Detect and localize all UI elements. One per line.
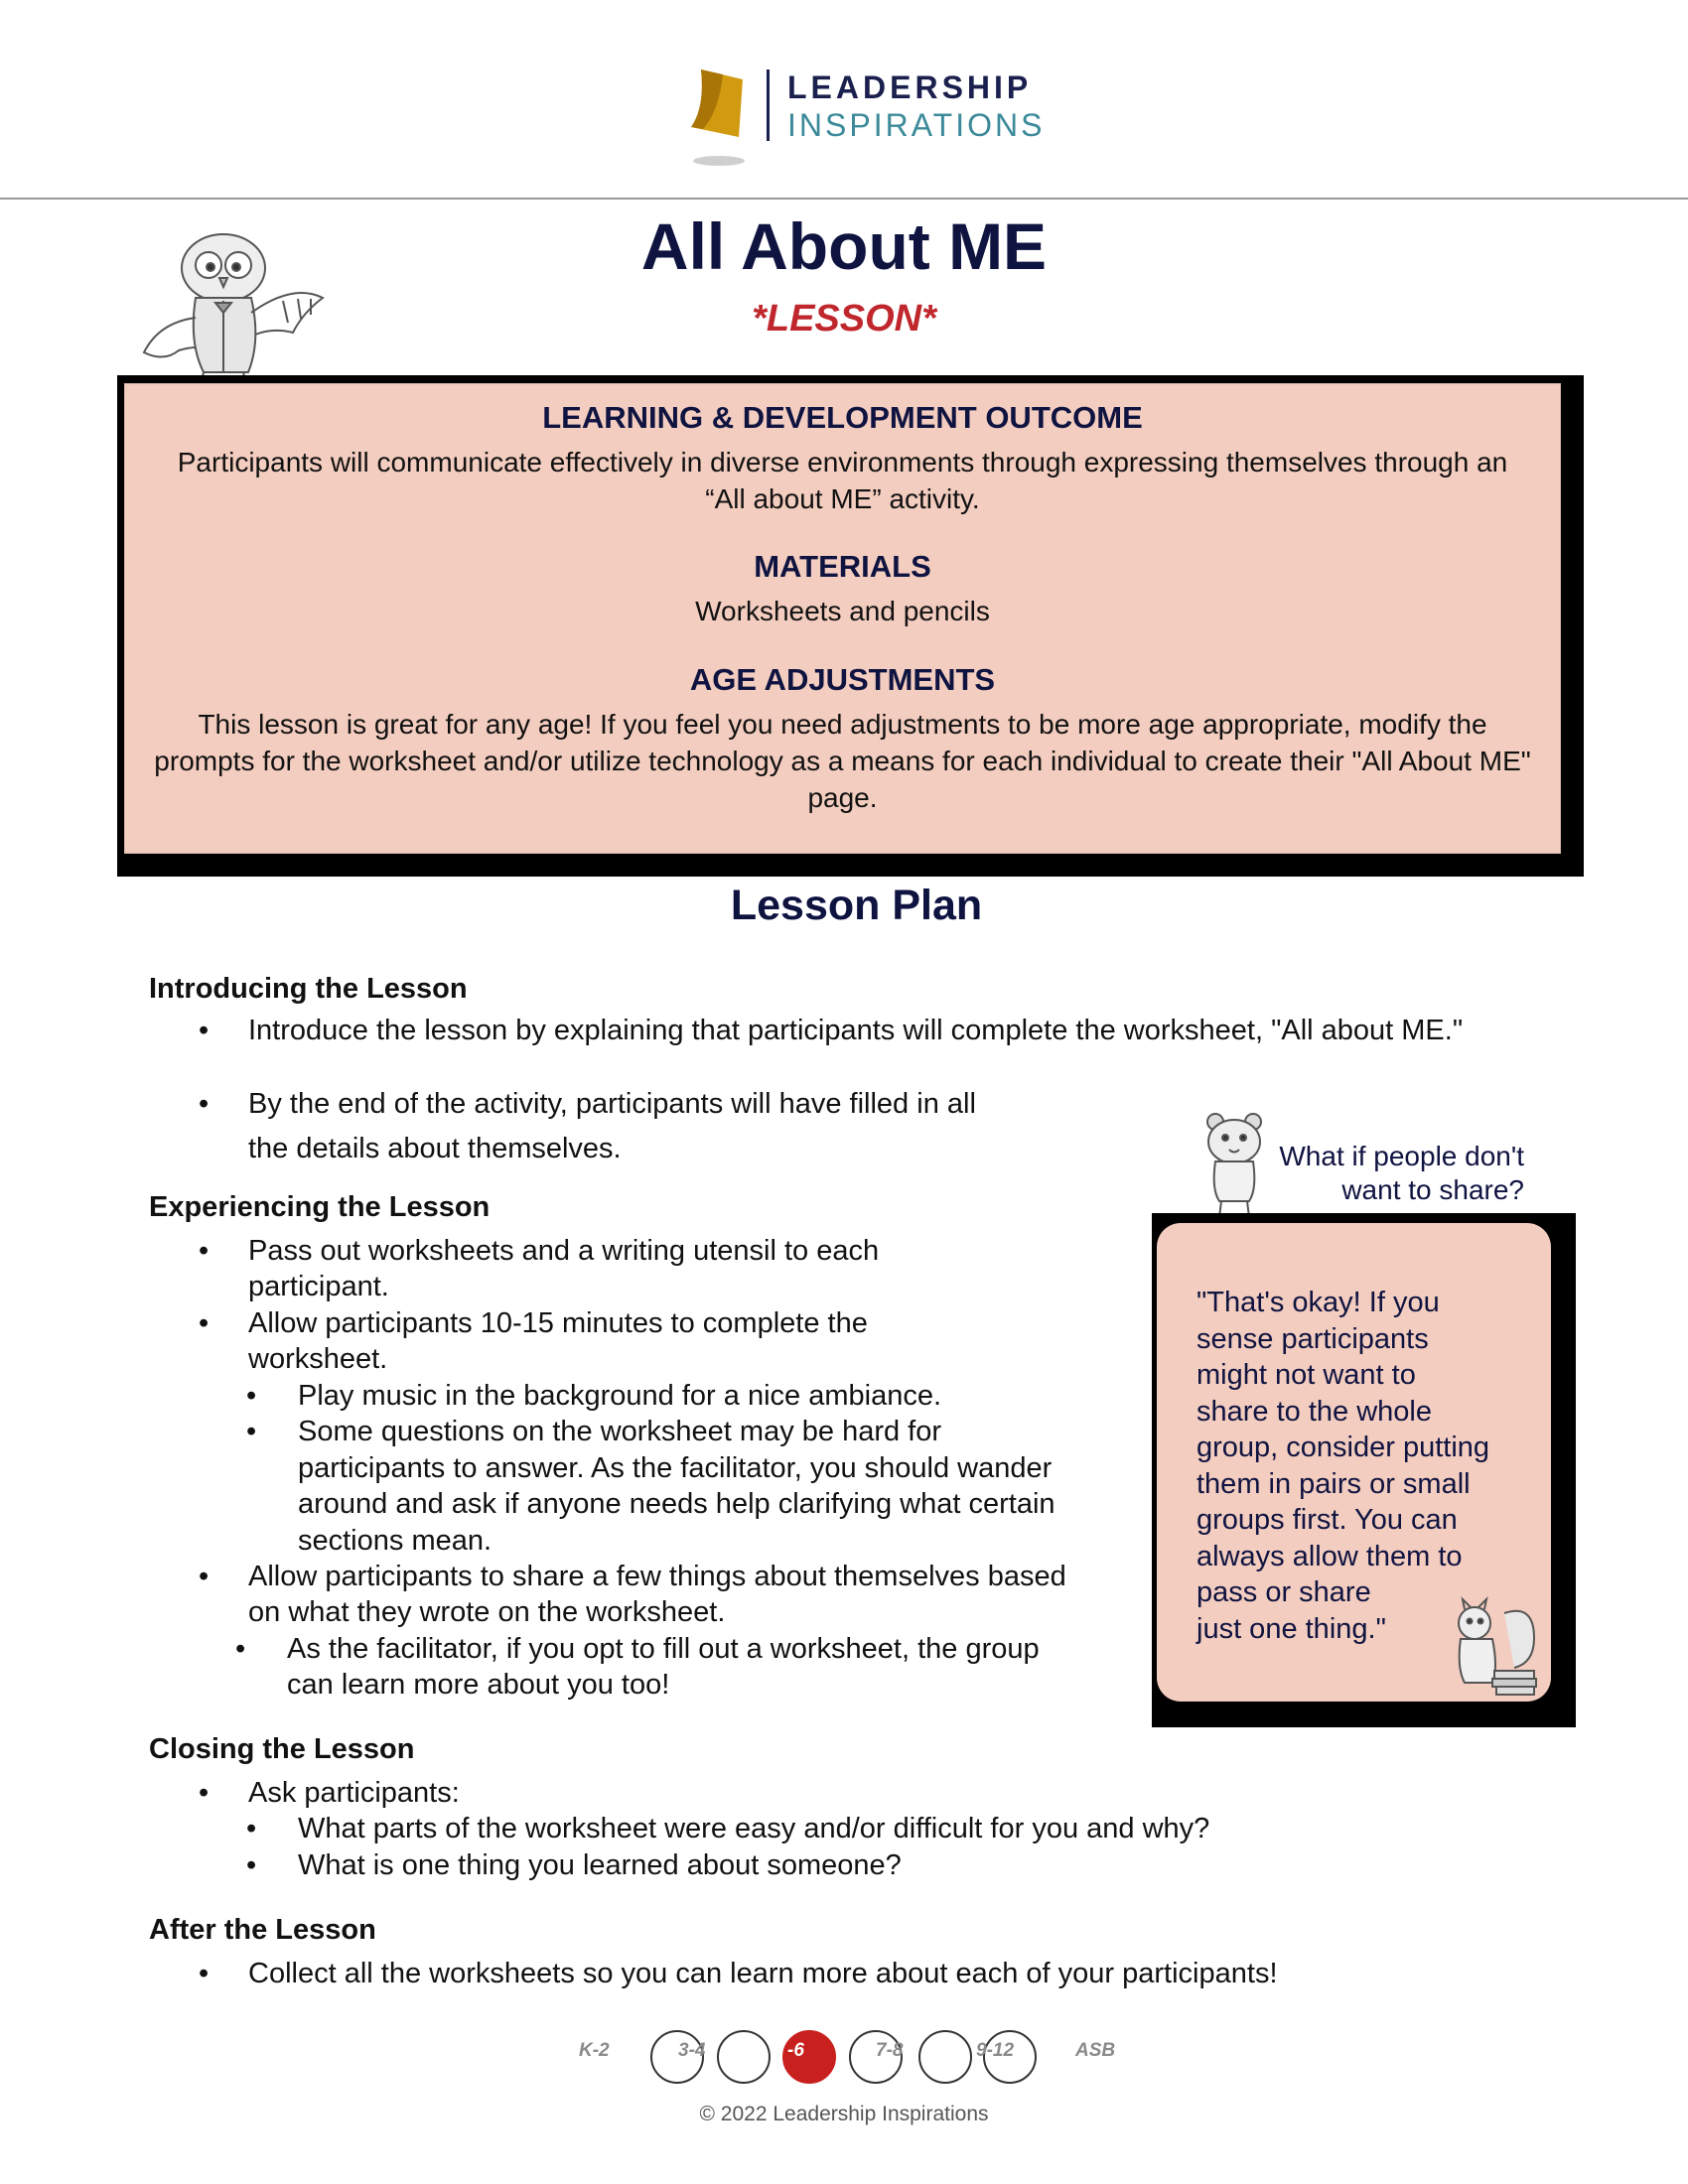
sidebar-question-line: want to share?	[1341, 1174, 1524, 1205]
sidebar-answer-line: sense participants	[1196, 1322, 1429, 1355]
experiencing-heading: Experiencing the Lesson	[149, 1191, 491, 1223]
bullet: •	[199, 1958, 210, 1989]
logo-divider	[767, 69, 770, 141]
sidebar-question-line: What if people don't	[1279, 1141, 1524, 1171]
list-subitem: Some questions on the worksheet may be hard for	[298, 1416, 942, 1447]
after-heading: After the Lesson	[149, 1914, 376, 1946]
bullet: •	[199, 1777, 210, 1809]
logo-mark-icon	[683, 62, 753, 171]
list-subitem: can learn more about you too!	[287, 1669, 670, 1701]
list-item: Ask participants:	[248, 1777, 460, 1809]
footer-copyright: © 2022 Leadership Inspirations	[699, 2103, 989, 2125]
grade-label-asb: ASB	[1075, 2040, 1116, 2061]
list-item: Allow participants to share a few things about themselves based	[248, 1561, 1066, 1592]
list-subitem: What is one thing you learned about someone?	[298, 1849, 902, 1881]
bullet: •	[199, 1015, 210, 1046]
sidebar-answer-line: "That's okay! If you	[1196, 1287, 1440, 1318]
bullet: •	[199, 1235, 210, 1267]
sub-bullet: •	[246, 1849, 257, 1881]
introducing-heading: Introducing the Lesson	[149, 973, 468, 1005]
list-subitem: Play music in the background for a nice ambiance.	[298, 1380, 942, 1412]
logo-text-leadership: LEADERSHIP	[787, 69, 1033, 105]
list-item: participant.	[248, 1271, 389, 1302]
sidebar-answer-line: always allow them to	[1196, 1540, 1463, 1572]
list-subitem: participants to answer. As the facilitator, you should wander	[298, 1452, 1053, 1484]
sidebar-answer-line: groups first. You can	[1196, 1504, 1458, 1536]
list-subitem: As the facilitator, if you opt to fill out a worksheet, the group	[287, 1633, 1040, 1665]
age-adjustments-text: This lesson is great for any age! If you feel you need adjustments to be more age appropriate, modify the prompts for the worksheet and/or utilize technology as a means for each individual to create their "All About ME" page.	[154, 709, 1531, 813]
grade-label-9-12: 9-12	[976, 2040, 1015, 2061]
grade-label-k-2: K-2	[579, 2040, 610, 2061]
bullet: •	[199, 1307, 210, 1339]
list-item: Pass out worksheets and a writing utensil to each	[248, 1235, 880, 1267]
list-subitem: What parts of the worksheet were easy and/or difficult for you and why?	[298, 1813, 1210, 1844]
outcome-heading: LEARNING & DEVELOPMENT OUTCOME	[542, 400, 1143, 435]
lesson-plan-title: Lesson Plan	[730, 882, 983, 929]
closing-heading: Closing the Lesson	[149, 1733, 415, 1765]
sub-bullet: •	[246, 1813, 257, 1844]
outcome-text: Participants will communicate effectively in diverse environments through expressing themselves through an “All about ME” activity.	[177, 447, 1508, 514]
grade-circle-blank	[918, 2030, 972, 2084]
sidebar-answer-line: just one thing."	[1196, 1612, 1386, 1645]
page-subtitle: *LESSON*	[752, 298, 936, 340]
materials-heading: MATERIALS	[754, 549, 931, 584]
list-item: the details about themselves.	[248, 1133, 622, 1164]
grade-label-3-4: 3-4	[678, 2040, 706, 2061]
sidebar-answer-line: group, consider putting	[1196, 1432, 1490, 1463]
page-title: All About ME	[640, 209, 1048, 283]
outcome-box	[124, 383, 1561, 854]
sub-bullet: •	[235, 1633, 246, 1665]
logo-text-inspirations: INSPIRATIONS	[787, 107, 1046, 143]
grade-label-selected: -6	[787, 2040, 804, 2061]
list-item: Introduce the lesson by explaining that participants will complete the worksheet, "All about ME."	[248, 1015, 1464, 1046]
bullet: •	[199, 1561, 210, 1592]
sidebar-answer-line: pass or share	[1196, 1576, 1371, 1608]
materials-text: Worksheets and pencils	[695, 596, 990, 626]
list-item: Collect all the worksheets so you can learn more about each of your participants!	[248, 1958, 1278, 1989]
list-subitem: sections mean.	[298, 1525, 492, 1557]
list-subitem: around and ask if anyone needs help clarifying what certain	[298, 1488, 1055, 1520]
sidebar-question	[1256, 1140, 1524, 1207]
bullet: •	[199, 1088, 210, 1120]
sub-bullet: •	[246, 1416, 257, 1447]
sidebar-answer-line: share to the whole	[1196, 1395, 1432, 1428]
age-adjustments-heading: AGE ADJUSTMENTS	[689, 662, 996, 697]
sub-bullet: •	[246, 1380, 257, 1412]
grade-label-7-8: 7-8	[876, 2040, 904, 2061]
sidebar-answer-line: them in pairs or small	[1196, 1467, 1471, 1500]
squirrel-reading-icon	[1435, 1593, 1544, 1703]
header-divider	[0, 198, 1688, 200]
list-item: on what they wrote on the worksheet.	[248, 1596, 726, 1628]
list-item: worksheet.	[248, 1343, 388, 1375]
sidebar-answer-line: might not want to	[1196, 1359, 1416, 1391]
list-item: Allow participants 10-15 minutes to complete the	[248, 1307, 868, 1339]
grade-circle-blank	[717, 2030, 771, 2084]
leadership-inspirations-logo	[683, 62, 1046, 171]
list-item: By the end of the activity, participants will have filled in all	[248, 1088, 976, 1120]
